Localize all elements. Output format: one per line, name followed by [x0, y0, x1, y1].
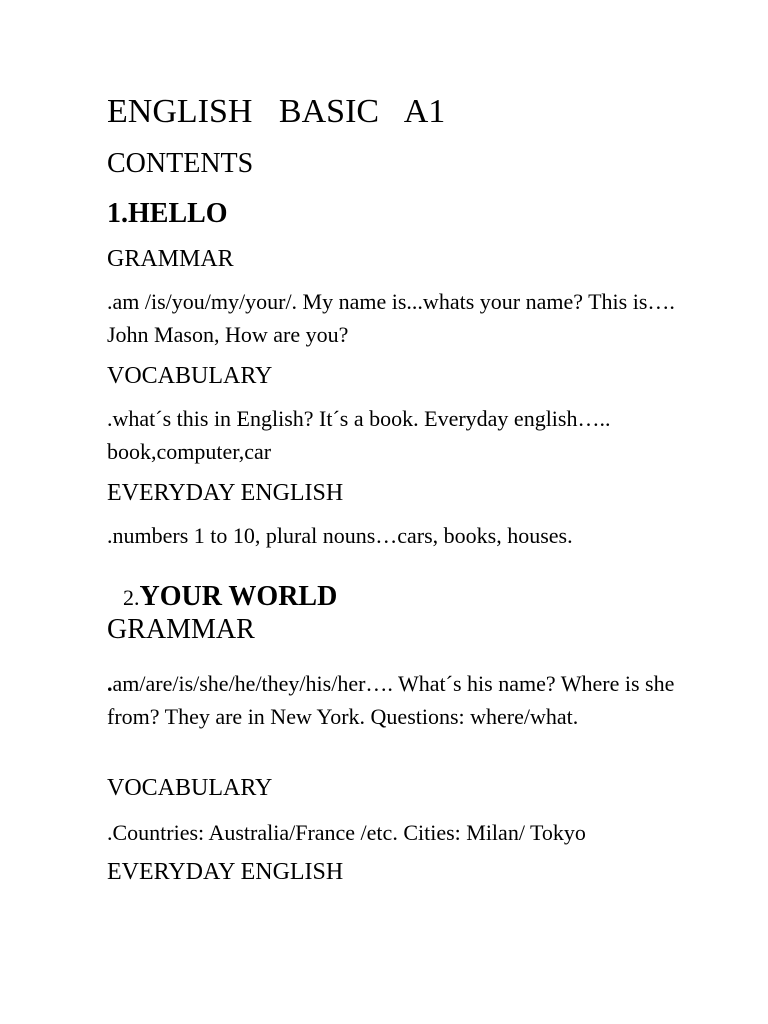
unit2-vocabulary-label: VOCABULARY [107, 775, 273, 801]
unit1-heading: 1.HELLO [107, 198, 228, 229]
contents-heading: CONTENTS [107, 148, 254, 179]
document-title: ENGLISH BASIC A1 [107, 93, 446, 130]
unit2-grammar-text [107, 667, 687, 733]
unit1-grammar-label: GRAMMAR [107, 246, 234, 272]
unit2-grammar-dot: . [107, 671, 113, 696]
unit2-everyday-label: EVERYDAY ENGLISH [107, 859, 344, 885]
unit2-vocabulary-text: .Countries: Australia/France /etc. Cities: Milan/ Tokyo [107, 820, 586, 845]
unit1-vocabulary-text: .what´s this in English? It´s a book. Everyday english….. book,computer,car [107, 406, 611, 464]
unit2-heading-title: YOUR WORLD [139, 581, 338, 612]
unit2-heading-number: 2. [123, 585, 140, 610]
unit2-grammar-body: am/are/is/she/he/they/his/her…. What´s his name? Where is she from? They are in New York. Questions: where/what. [107, 671, 675, 729]
unit1-grammar-text: .am /is/you/my/your/. My name is...whats your name? This is…. John Mason, How are you? [107, 289, 675, 347]
unit1-everyday-label: EVERYDAY ENGLISH [107, 480, 344, 506]
unit2-grammar-label: GRAMMAR [107, 614, 255, 645]
unit1-vocabulary-label: VOCABULARY [107, 363, 273, 389]
unit1-everyday-text: .numbers 1 to 10, plural nouns…cars, books, houses. [107, 523, 573, 548]
